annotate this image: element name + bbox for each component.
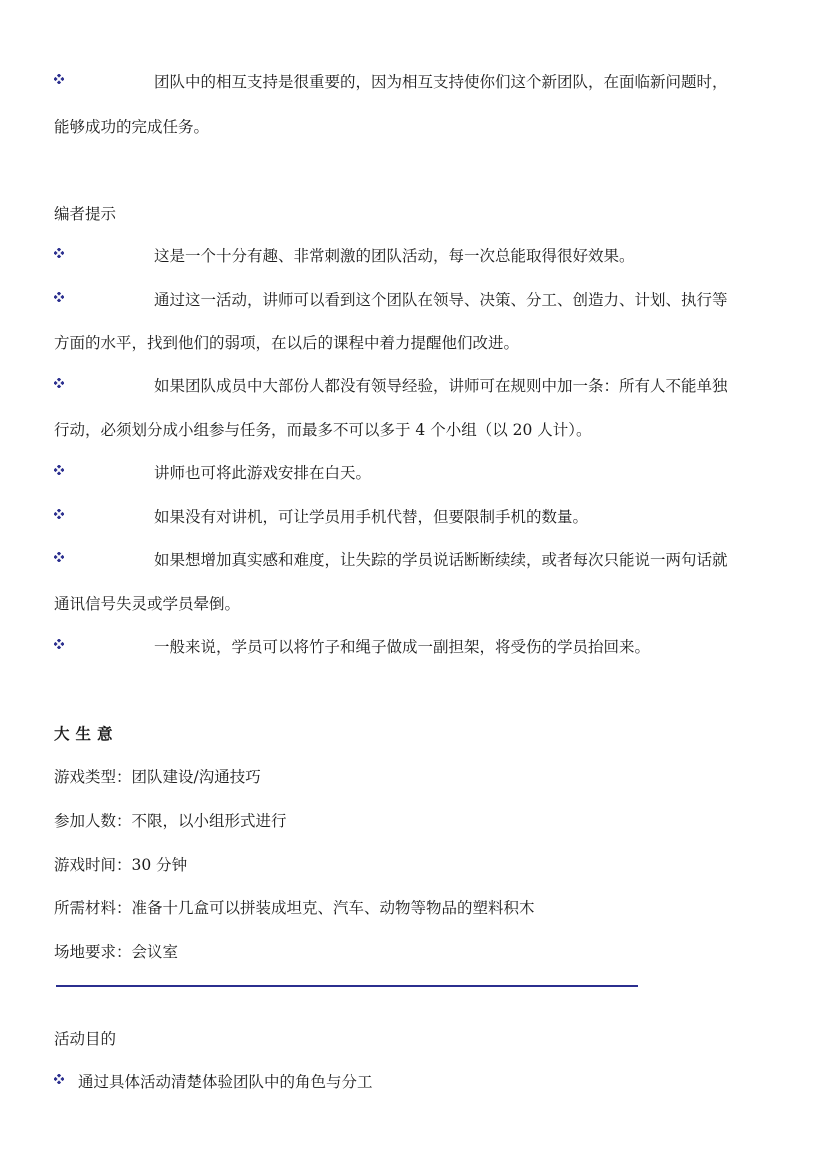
game-info-line: 参加人数：不限，以小组形式进行	[54, 812, 287, 830]
tip-text-continued: 方面的水平，找到他们的弱项，在以后的课程中着力提醒他们改进。	[54, 334, 520, 352]
tip-text-continued: 通讯信号失灵或学员晕倒。	[54, 595, 241, 613]
diamond-bullet-icon	[54, 74, 64, 84]
tip-item	[54, 548, 728, 569]
diamond-bullet-icon	[54, 292, 64, 302]
game-info-line: 所需材料：准备十几盒可以拼装成坦克、汽车、动物等物品的塑料积木	[54, 899, 535, 917]
tip-text-continued: 行动，必须划分成小组参与任务，而最多不可以多于 4 个小组（以 20 人计）。	[54, 421, 592, 439]
game-info-line: 场地要求：会议室	[54, 943, 179, 961]
tip-item	[54, 461, 372, 482]
tip-text: 通过这一活动，讲师可以看到这个团队在领导、决策、分工、创造力、计划、执行等	[154, 291, 728, 309]
tip-text: 这是一个十分有趣、非常刺激的团队活动，每一次总能取得很好效果。	[154, 247, 635, 265]
section-heading: 编者提示	[54, 205, 117, 223]
tip-item	[54, 374, 728, 395]
purpose-text: 通过具体活动清楚体验团队中的角色与分工	[78, 1073, 373, 1091]
diamond-bullet-icon	[54, 552, 64, 562]
game-info-line: 游戏类型：团队建设/沟通技巧	[54, 768, 261, 786]
tip-text: 一般来说，学员可以将竹子和绳子做成一副担架，将受伤的学员抬回来。	[154, 638, 651, 656]
tip-text: 如果没有对讲机，可让学员用手机代替，但要限制手机的数量。	[154, 508, 589, 526]
tip-text: 如果团队成员中大部份人都没有领导经验，讲师可在规则中加一条：所有人不能单独	[154, 377, 728, 395]
diamond-bullet-icon	[54, 509, 64, 519]
diamond-bullet-icon	[54, 378, 64, 388]
paragraph-line: 团队中的相互支持是很重要的，因为相互支持使你们这个新团队，在面临新问题时，	[154, 73, 728, 91]
section-heading: 活动目的	[54, 1030, 117, 1048]
diamond-bullet-icon	[54, 639, 64, 649]
tip-text: 如果想增加真实感和难度，让失踪的学员说话断断续续，或者每次只能说一两句话就	[154, 551, 728, 569]
diamond-bullet-icon	[54, 465, 64, 475]
tip-item	[54, 635, 651, 656]
tip-item	[54, 244, 635, 265]
bullet-paragraph	[54, 70, 728, 91]
tip-item	[54, 505, 589, 526]
game-info-line: 游戏时间：30 分钟	[54, 856, 188, 874]
game-title: 大生意	[54, 724, 119, 743]
tip-text: 讲师也可将此游戏安排在白天。	[154, 464, 372, 482]
paragraph-line: 能够成功的完成任务。	[54, 118, 210, 136]
divider-rule	[56, 985, 638, 987]
purpose-item	[54, 1070, 373, 1091]
diamond-bullet-icon	[54, 1074, 64, 1084]
diamond-bullet-icon	[54, 248, 64, 258]
tip-item	[54, 288, 728, 309]
